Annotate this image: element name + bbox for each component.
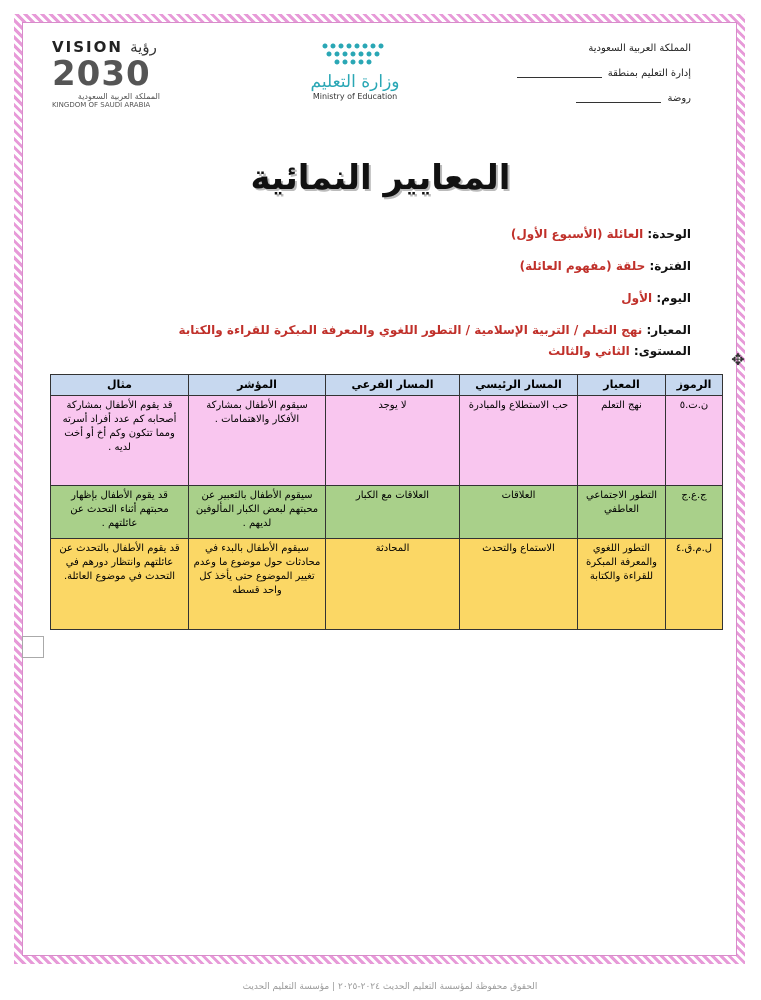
- cell-standard: التطور اللغوي والمعرفة المبكرة للقراءة والكتابة: [578, 539, 666, 630]
- moe-dots-icon: [315, 38, 395, 68]
- day-label: اليوم:: [656, 291, 691, 305]
- unit-value: العائلة (الأسبوع الأول): [510, 227, 644, 241]
- vision-year: 2030: [52, 54, 151, 94]
- header-codes: الرموز: [666, 375, 723, 396]
- cell-example: قد يقوم الأطفال بإظهار محبتهم أثناء التحدث عن عائلتهم .: [51, 486, 189, 539]
- move-handle-icon[interactable]: ✥: [731, 350, 745, 369]
- vision-2030-logo: [52, 38, 212, 109]
- header-sub-track: المسار الفرعي: [326, 375, 460, 396]
- table-row: [51, 486, 723, 539]
- footer-watermark: الحقوق محفوظة لمؤسسة التعليم الحديث ٢٠٢٤-٢٠٢٥ | مؤسسة التعليم الحديث: [242, 982, 538, 992]
- text-box-handle[interactable]: [22, 636, 44, 658]
- cell-indicator: سيقوم الأطفال بمشاركة الأفكار والاهتمامات .: [189, 396, 326, 486]
- unit-label: الوحدة:: [647, 227, 691, 241]
- vision-kingdom-ar: المملكة العربية السعودية: [77, 92, 160, 101]
- table-header-row: [51, 375, 723, 396]
- cell-sub-track: لا يوجد: [326, 396, 460, 486]
- cell-main-track: حب الاستطلاع والمبادرة: [460, 396, 578, 486]
- cell-indicator: سيقوم الأطفال بالبدء في محادثات حول موضوع ما وعدم تغيير الموضوع حتى يأخذ كل واحد قسطه: [189, 539, 326, 630]
- cell-main-track: العلاقات: [460, 486, 578, 539]
- cell-code: ج.ع.ج: [666, 486, 723, 539]
- cell-example: قد يقوم الأطفال بالتحدث عن عائلتهم وانتظار دورهم في التحدث في موضوع العائلة.: [51, 539, 189, 630]
- level-label: المستوى:: [633, 344, 691, 358]
- table-row: [51, 539, 723, 630]
- education-admin-line: إدارة التعليم بمنطقة: [491, 61, 691, 86]
- day-value: الأول: [621, 291, 653, 305]
- cell-code: ن.ت.٥: [666, 396, 723, 486]
- cell-main-track: الاستماع والتحدث: [460, 539, 578, 630]
- period-label: الفترة:: [649, 259, 691, 273]
- header-standard: المعيار: [578, 375, 666, 396]
- blank-line: [576, 93, 661, 103]
- vision-kingdom-en: KINGDOM OF SAUDI ARABIA: [52, 101, 151, 109]
- header-indicator: المؤشر: [189, 375, 326, 396]
- standards-table: [50, 374, 723, 630]
- moe-name-ar: وزارة التعليم: [310, 72, 400, 92]
- kindergarten-line: روضة: [491, 86, 691, 111]
- cell-standard: التطور الاجتماعي العاطفي: [578, 486, 666, 539]
- moe-name-en: Ministry of Education: [312, 92, 398, 101]
- table-row: [51, 396, 723, 486]
- vision-ar: رؤية: [130, 38, 157, 56]
- period-value: حلقة (مفهوم العائلة): [519, 259, 646, 273]
- level-value: الثاني والثالث: [548, 344, 630, 358]
- period-line: [81, 259, 691, 273]
- ministry-header: [491, 36, 691, 111]
- cell-sub-track: العلاقات مع الكبار: [326, 486, 460, 539]
- header-example: مثال: [51, 375, 189, 396]
- cell-code: ل.م.ق.٤: [666, 539, 723, 630]
- cell-standard: نهج التعلم: [578, 396, 666, 486]
- day-line: [81, 291, 691, 305]
- moe-logo: [300, 38, 410, 101]
- header-main-track: المسار الرئيسي: [460, 375, 578, 396]
- cell-example: قد يقوم الأطفال بمشاركة أصحابه كم عدد أفراد أسرته ومما تتكون وكم أخ أو أخت لديه .: [51, 396, 189, 486]
- standard-value: نهج التعلم / التربية الإسلامية / التطور اللغوي والمعرفة المبكرة للقراءة والكتابة: [178, 323, 643, 337]
- level-line: [81, 344, 691, 358]
- vision-en: VISION: [52, 38, 123, 56]
- standard-label: المعيار:: [646, 323, 691, 337]
- standard-line: [81, 323, 691, 337]
- cell-sub-track: المحادثة: [326, 539, 460, 630]
- kingdom-line: المملكة العربية السعودية: [588, 43, 691, 54]
- cell-indicator: سيقوم الأطفال بالتعبير عن محبتهم لبعض الكبار المألوفين لديهم .: [189, 486, 326, 539]
- unit-line: [81, 227, 691, 241]
- blank-line: [517, 68, 602, 78]
- page-title: المعايير النمائية: [250, 158, 511, 198]
